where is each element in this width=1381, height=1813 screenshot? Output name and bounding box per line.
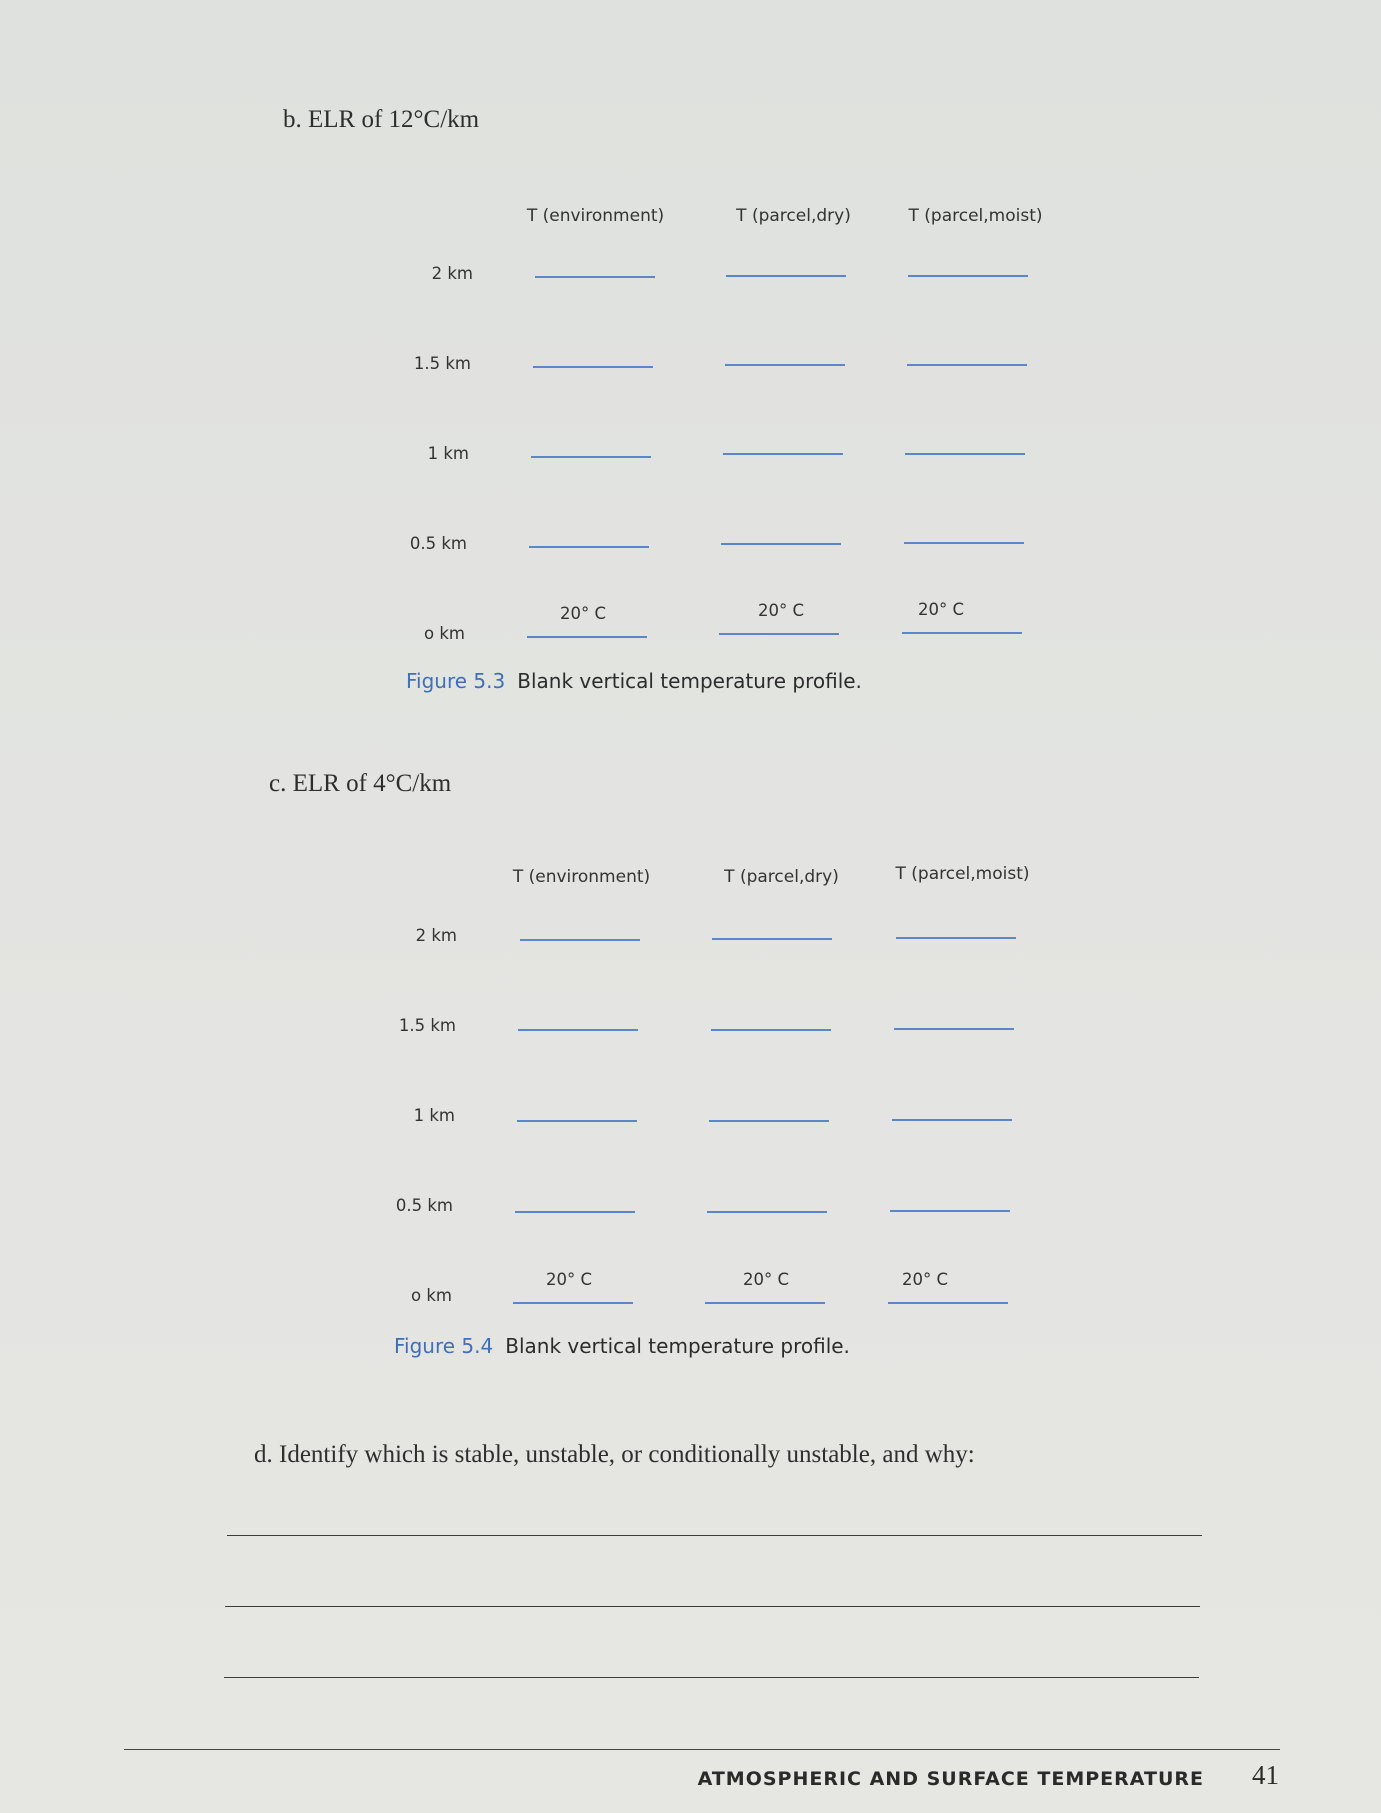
altitude-label-0km: o km [411, 1286, 452, 1305]
blank-moist-2km[interactable] [908, 275, 1028, 277]
blank-dry-1-5km[interactable] [711, 1029, 831, 1031]
page-number: 41 [1252, 1760, 1279, 1790]
blank-moist-0km [888, 1302, 1008, 1304]
blank-env-1km[interactable] [517, 1120, 637, 1122]
blank-dry-1km[interactable] [723, 453, 843, 455]
blank-env-1km[interactable] [531, 456, 651, 458]
column-header-parcel-moist: T (parcel,moist) [908, 206, 1043, 226]
blank-moist-1-5km[interactable] [894, 1028, 1014, 1030]
answer-line-2[interactable] [225, 1606, 1200, 1607]
surface-temp-env: 20° C [559, 604, 606, 623]
surface-temp-env: 20° C [545, 1270, 592, 1289]
blank-moist-1-5km[interactable] [907, 364, 1027, 366]
blank-env-0km [513, 1302, 633, 1304]
surface-temp-moist: 20° C [917, 600, 964, 619]
answer-line-3[interactable] [224, 1677, 1199, 1678]
blank-dry-2km[interactable] [726, 275, 846, 277]
column-header-parcel-dry: T (parcel,dry) [724, 867, 839, 887]
blank-env-0-5km[interactable] [515, 1211, 635, 1213]
blank-env-1-5km[interactable] [518, 1029, 638, 1031]
blank-moist-0-5km[interactable] [890, 1210, 1010, 1212]
altitude-label-1-5km: 1.5 km [398, 1016, 456, 1035]
blank-moist-2km[interactable] [896, 937, 1016, 939]
footer-rule [124, 1749, 1280, 1750]
blank-dry-1km[interactable] [709, 1120, 829, 1122]
altitude-label-2km: 2 km [415, 926, 457, 945]
answer-line-1[interactable] [227, 1535, 1202, 1536]
blank-moist-0km [902, 632, 1022, 634]
section-c-heading: c. ELR of 4°C/km [269, 770, 452, 797]
figure-caption-text: Blank vertical temperature profile. [517, 669, 862, 693]
altitude-label-1km: 1 km [427, 444, 469, 463]
blank-dry-0-5km[interactable] [721, 543, 841, 545]
blank-env-1-5km[interactable] [533, 366, 653, 368]
surface-temp-moist: 20° C [901, 1270, 948, 1289]
altitude-label-1km: 1 km [413, 1106, 455, 1125]
column-header-parcel-moist: T (parcel,moist) [895, 864, 1030, 884]
running-footer-title: ATMOSPHERIC AND SURFACE TEMPERATURE [697, 1768, 1204, 1790]
figure-number: Figure 5.4 [394, 1334, 494, 1358]
surface-temp-dry: 20° C [757, 601, 804, 620]
blank-dry-2km[interactable] [712, 938, 832, 940]
blank-env-0km [527, 636, 647, 638]
figure-number: Figure 5.3 [406, 669, 506, 693]
blank-moist-0-5km[interactable] [904, 542, 1024, 544]
altitude-label-1-5km: 1.5 km [413, 354, 471, 373]
blank-dry-0-5km[interactable] [707, 1211, 827, 1213]
altitude-label-0km: o km [424, 624, 465, 643]
blank-env-2km[interactable] [535, 276, 655, 278]
blank-dry-0km [705, 1302, 825, 1304]
section-d-heading: d. Identify which is stable, unstable, or conditionally unstable, and why: [254, 1441, 975, 1468]
blank-env-2km[interactable] [520, 939, 640, 941]
column-header-environment: T (environment) [526, 206, 665, 226]
column-header-environment: T (environment) [512, 867, 651, 887]
altitude-label-2km: 2 km [431, 264, 473, 283]
section-b-heading: b. ELR of 12°C/km [283, 106, 480, 133]
altitude-label-0-5km: 0.5 km [409, 534, 467, 553]
blank-dry-0km [719, 633, 839, 635]
surface-temp-dry: 20° C [742, 1270, 789, 1289]
column-header-parcel-dry: T (parcel,dry) [736, 206, 851, 226]
figure-5-3-caption [406, 669, 862, 693]
blank-moist-1km[interactable] [892, 1119, 1012, 1121]
figure-5-4-caption [394, 1334, 850, 1358]
blank-env-0-5km[interactable] [529, 546, 649, 548]
figure-caption-text: Blank vertical temperature profile. [505, 1334, 850, 1358]
blank-dry-1-5km[interactable] [725, 364, 845, 366]
blank-moist-1km[interactable] [905, 453, 1025, 455]
altitude-label-0-5km: 0.5 km [395, 1196, 453, 1215]
